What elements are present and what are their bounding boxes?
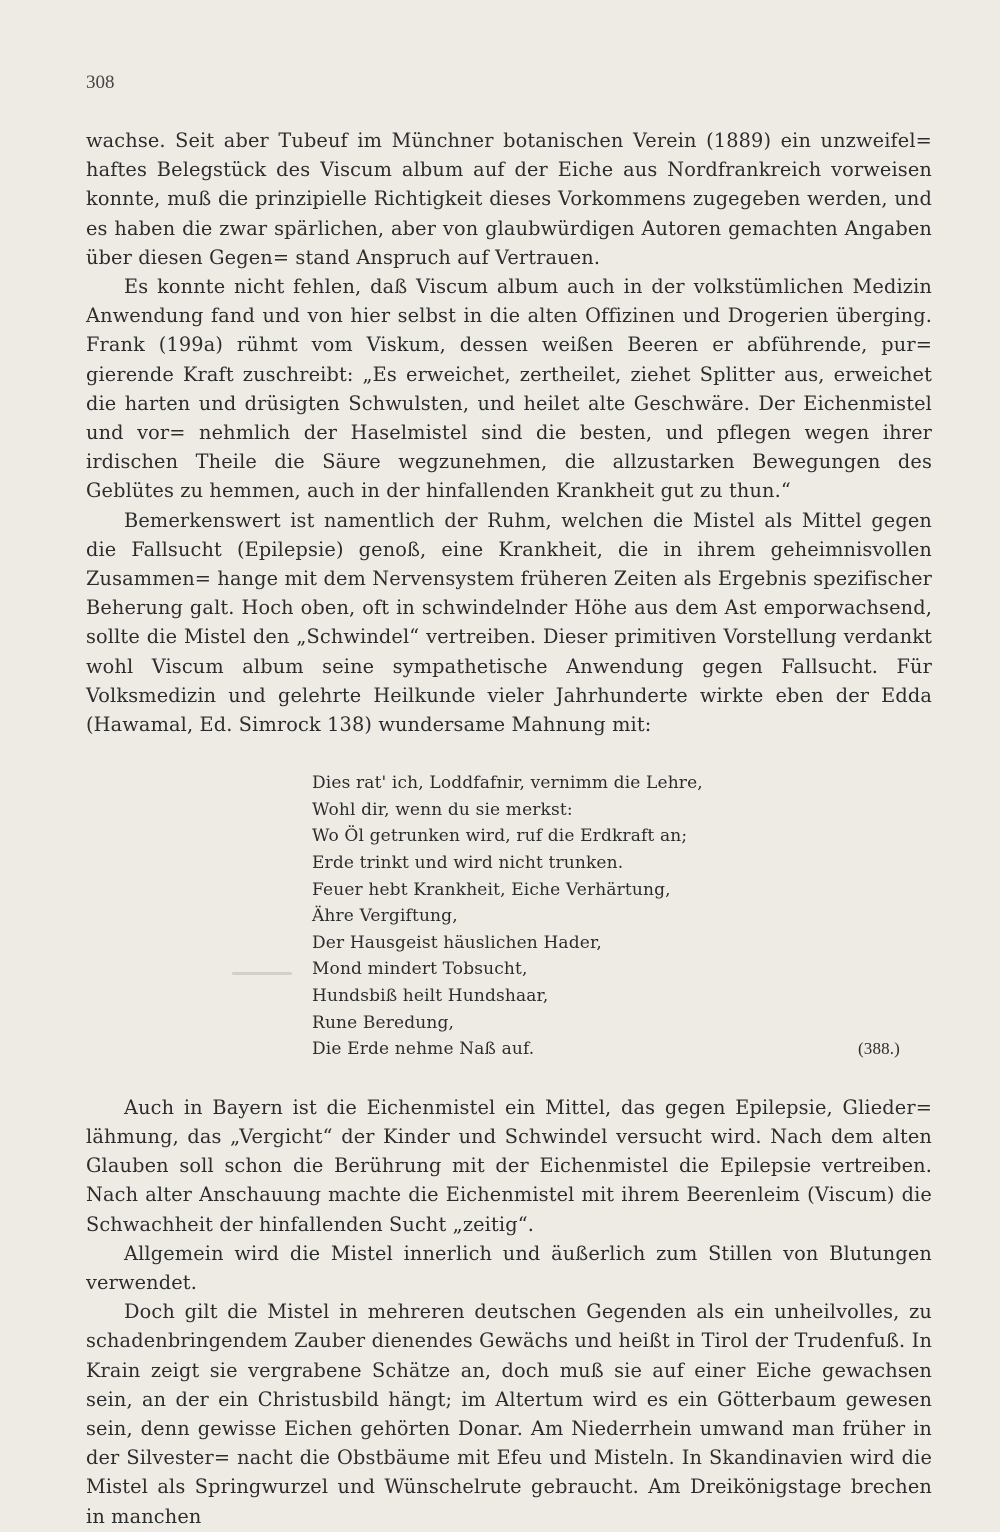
line: Fallsucht (Epilepsie) genoß, eine Krankheit, die in ihrem geheimnisvollen Zusammen= xyxy=(86,537,932,591)
line: hange mit dem Nervensystem früheren Zeiten als Ergebnis spezifischer Beherung galt. xyxy=(86,567,933,620)
verse-line: Ähre Vergiftung, xyxy=(312,906,458,927)
verse-last-line xyxy=(312,1036,932,1063)
line: Anwendung fand und von hier selbst in die alten Offizinen und Drogerien überging. xyxy=(86,304,932,328)
edda-verse xyxy=(312,770,932,1063)
page-number: 308 xyxy=(86,72,115,93)
line: alten Glauben soll schon die Berührung mit der Eichenmistel die Epilepsie vertreiben. xyxy=(86,1125,933,1178)
line: Heilkunde vieler Jahrhunderte wirkte eben der Edda (Hawamal, Ed. Simrock 138) xyxy=(86,683,933,737)
line: nehmlich der Haselmistel sind die besten, und pflegen wegen ihrer irdischen Theile die xyxy=(86,421,932,474)
line: verwendet. xyxy=(86,1271,197,1295)
verse-line: Die Erde nehme Naß auf. xyxy=(312,1039,535,1060)
line: zwar spärlichen, aber von glaubwürdigen Autoren gemachten Angaben über diesen Gegen= xyxy=(86,216,932,269)
line: Hoch oben, oft in schwindelnder Höhe aus dem Ast emporwachsend, sollte die Mistel xyxy=(86,596,932,649)
paragraph-2 xyxy=(86,272,932,506)
line: wundersame Mahnung mit: xyxy=(378,713,652,737)
paragraph-1 xyxy=(86,126,932,272)
line: In Krain zeigt sie vergrabene Schätze an, doch muß sie auf einer Eiche gewachsen sein, xyxy=(86,1329,933,1411)
line: album seine sympathetische Anwendung gegen Fallsucht. Für Volksmedizin und gelehrte xyxy=(86,654,932,707)
line: Säure wegzunehmen, die allzustarken Bewegungen des Geblütes zu hemmen, auch in der xyxy=(86,450,932,503)
line: Allgemein wird die Mistel innerlich und äußerlich zum Stillen von Blutungen xyxy=(124,1241,932,1265)
verse-line: Wohl dir, wenn du sie merkst: xyxy=(312,799,573,820)
line: Nach alter Anschauung machte die Eichenmistel mit ihrem Beerenleim (Viscum) die xyxy=(86,1183,932,1207)
line: wachse. Seit aber Tubeuf im Münchner botanischen Verein (1889) ein unzweifel= xyxy=(86,129,932,152)
line: Schwachheit der hinfallenden Sucht „zeitig“. xyxy=(86,1212,534,1236)
verse-line: Erde trinkt und wird nicht trunken. xyxy=(312,853,624,874)
line: gewisse Eichen gehörten Donar. Am Niederrhein umwand man früher in der Silvester= xyxy=(86,1417,932,1470)
line: muß die prinzipielle Richtigkeit dieses Vorkommens zugegeben werden, und es haben die xyxy=(86,187,932,240)
line: nacht die Obstbäume mit Efeu und Misteln. In Skandinavien wird die Mistel als xyxy=(86,1446,933,1499)
verse-line: Dies rat' ich, Loddfafnir, vernimm die Lehre, xyxy=(312,773,703,794)
line: hinfallenden Krankheit gut zu thun.“ xyxy=(425,479,791,503)
line: den „Schwindel“ vertreiben. Dieser primitiven Vorstellung verdankt wohl Viscum xyxy=(86,625,932,678)
verse-line: Rune Beredung, xyxy=(312,1012,455,1033)
paper-smudge xyxy=(232,972,292,975)
line: Doch gilt die Mistel in mehreren deutschen Gegenden als ein unheilvolles, zu xyxy=(124,1300,932,1324)
paragraph-3 xyxy=(86,506,932,740)
line: schadenbringendem Zauber dienendes Gewächs und heißt in Tirol der Trudenfuß. xyxy=(86,1329,906,1353)
line: gierende Kraft zuschreibt: „Es erweichet, zertheilet, ziehet Splitter aus, erweichet die xyxy=(86,362,932,415)
line: Frank (199a) rühmt vom Viskum, dessen weißen Beeren er abführende, pur= xyxy=(86,333,932,357)
verse-line: Feuer hebt Krankheit, Eiche Verhärtung, xyxy=(312,879,671,900)
line: harten und drüsigten Schwulsten, und heilet alte Geschwäre. Der Eichenmistel und vor= xyxy=(86,391,932,445)
paragraph-4 xyxy=(86,1093,932,1239)
line: Springwurzel und Wünschelrute gebraucht. Am Dreikönigstage brechen in manchen xyxy=(86,1475,932,1528)
line: lähmung, das „Vergicht“ der Kinder und Schwindel versucht wird. Nach dem xyxy=(86,1125,874,1148)
line: stand Anspruch auf Vertrauen. xyxy=(295,245,601,269)
verse-reference: (388.) xyxy=(858,1039,900,1059)
paragraph-6 xyxy=(86,1297,932,1531)
line: Es konnte nicht fehlen, daß Viscum album auch in der volkstümlichen Medizin xyxy=(124,275,932,299)
verse-line: Mond mindert Tobsucht, xyxy=(312,959,528,980)
verse-line: Der Hausgeist häuslichen Hader, xyxy=(312,932,602,953)
verse-line: Hundsbiß heilt Hundshaar, xyxy=(312,986,549,1007)
line: an der ein Christusbild hängt; im Altertum wird es ein Götterbaum gewesen sein, denn xyxy=(86,1387,933,1441)
line: Bemerkenswert ist namentlich der Ruhm, welchen die Mistel als Mittel gegen die xyxy=(86,508,932,561)
paragraph-5 xyxy=(86,1239,932,1297)
line: haftes Belegstück des Viscum album auf der Eiche aus Nordfrankreich vorweisen konnte, xyxy=(86,158,932,211)
body-text xyxy=(86,126,932,1531)
line: Auch in Bayern ist die Eichenmistel ein Mittel, das gegen Epilepsie, Glieder= xyxy=(124,1095,932,1119)
verse-line: Wo Öl getrunken wird, ruf die Erdkraft an; xyxy=(312,826,688,847)
